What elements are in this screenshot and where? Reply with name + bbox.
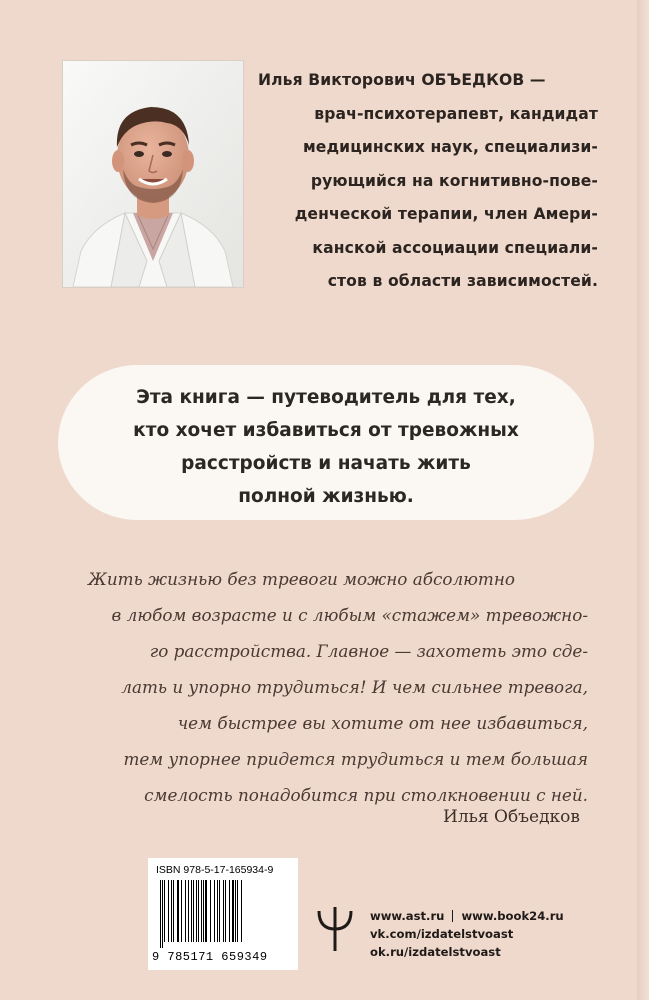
bio-line: рующийся на когнитивно-пове- — [310, 171, 598, 190]
barcode-bar — [210, 880, 211, 942]
barcode-bars — [158, 880, 288, 950]
author-bio — [258, 64, 598, 299]
barcode-bar — [164, 880, 165, 942]
site-book24-link[interactable]: www.book24.ru — [461, 909, 564, 923]
quote-line: чем быстрее вы хотите от нее избавиться, — [177, 713, 588, 733]
barcode-bar — [214, 880, 215, 942]
tagline-line: полной жизнью. — [238, 486, 414, 507]
quote-line: тем упорнее придется трудиться и тем большая — [123, 749, 588, 769]
barcode-bar — [198, 880, 199, 942]
barcode-bar — [229, 880, 230, 942]
divider — [452, 910, 453, 922]
barcode-bar — [168, 880, 169, 942]
barcode-bar — [171, 880, 172, 942]
quote-signature: Илья Объедков — [443, 807, 580, 827]
quote-line: го расстройства. Главное — захотеть это сде- — [149, 641, 588, 661]
barcode-panel — [148, 858, 298, 970]
barcode-bar — [237, 880, 238, 942]
barcode-bar — [205, 880, 207, 942]
bio-line: врач-психотерапевт, кандидат — [314, 104, 598, 123]
barcode-bar — [185, 880, 186, 942]
bio-line: канской ассоциации специали- — [312, 238, 598, 257]
barcode-bar — [201, 880, 202, 942]
barcode-bar — [177, 880, 179, 942]
spine-edge — [637, 0, 649, 1000]
quote-line: Жить жизнью без тревоги можно абсолютно — [88, 569, 515, 589]
barcode-bar — [232, 880, 234, 942]
quote-line: в любом возрасте и с любым «стажем» тревожно- — [111, 605, 588, 625]
author-quote — [60, 561, 588, 813]
barcode-bar — [225, 880, 226, 942]
barcode-bar — [219, 880, 220, 942]
barcode-bar — [173, 880, 174, 942]
barcode-bar — [181, 880, 182, 942]
barcode-bar — [235, 880, 236, 942]
quote-line: лать и упорно трудиться! И чем сильнее тревога, — [121, 677, 588, 697]
quote-line: смелость понадобится при столкновении с ней. — [144, 785, 588, 805]
publisher-links — [370, 907, 600, 961]
bio-line: стов в области зависимостей. — [327, 272, 598, 290]
barcode-bar — [223, 880, 224, 942]
barcode-bar — [188, 880, 189, 942]
barcode-bar — [160, 880, 161, 948]
tagline-line: расстройств и начать жить — [181, 453, 471, 474]
barcode-bar — [217, 880, 218, 942]
barcode-bar — [241, 880, 242, 942]
tagline-line: Эта книга — путеводитель для тех, — [136, 387, 516, 408]
author-name: Илья Викторович ОБЪЕДКОВ — — [258, 71, 546, 89]
author-portrait-image — [63, 61, 243, 287]
barcode-bar — [203, 880, 204, 942]
barcode-bar — [193, 880, 194, 942]
vk-link[interactable]: vk.com/izdatelstvoast — [370, 927, 514, 941]
psi-logo-icon — [315, 905, 355, 953]
isbn-number: ISBN 978-5-17-165934-9 — [156, 864, 274, 876]
barcode-bar — [191, 880, 192, 942]
bio-line: денческой терапии, член Амери- — [294, 205, 598, 223]
ok-link[interactable]: ok.ru/izdatelstvoast — [370, 945, 501, 959]
websites-row — [370, 907, 600, 925]
author-photo — [62, 60, 244, 288]
ean-digits: 9 785171 659349 — [152, 950, 268, 964]
tagline-line: кто хочет избавиться от тревожных — [133, 420, 519, 441]
barcode-bar — [162, 880, 163, 948]
bio-line: медицинских наук, специализи- — [302, 138, 598, 156]
tagline-text — [58, 381, 594, 513]
barcode-bar — [196, 880, 197, 942]
site-ast-link[interactable]: www.ast.ru — [370, 909, 445, 923]
